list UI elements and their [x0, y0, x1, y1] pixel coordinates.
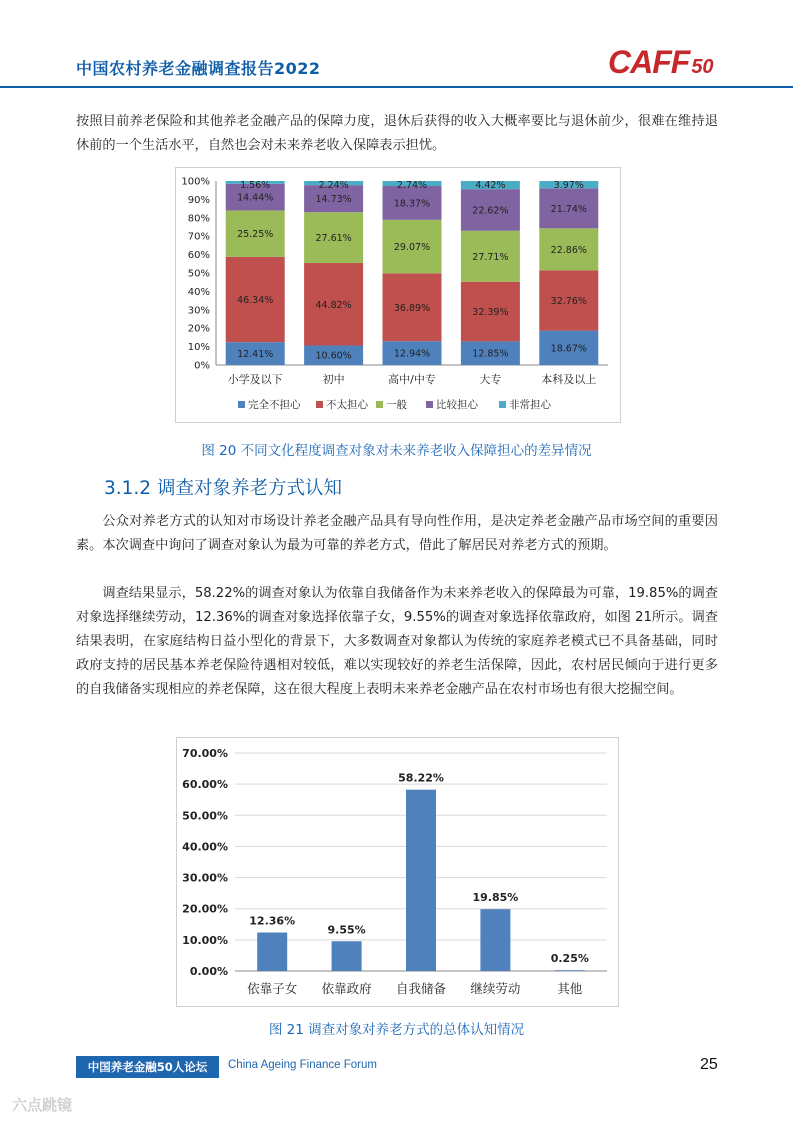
x-category-label: 本科及以上: [541, 373, 597, 386]
x-category-label: 高中/中专: [388, 373, 436, 386]
logo-number: 50: [691, 56, 714, 78]
legend-swatch: [238, 401, 245, 408]
y-tick-label: 60%: [187, 250, 210, 262]
legend-label: 完全不担心: [248, 399, 301, 411]
legend-label: 不太担心: [326, 399, 368, 411]
x-category-label: 初中: [322, 373, 345, 386]
bar: [480, 909, 510, 971]
data-label: 46.34%: [237, 295, 274, 307]
legend-label: 一般: [386, 399, 407, 411]
legend-swatch: [376, 401, 383, 408]
caff-logo: [608, 44, 714, 81]
logo-text: CAFF: [608, 44, 690, 80]
y-tick-label: 0.00%: [189, 965, 228, 978]
figure20-caption: 图 20 不同文化程度调查对象对未来养老收入保障担心的差异情况: [201, 443, 592, 459]
y-tick-label: 70%: [187, 231, 210, 243]
data-label: 25.25%: [237, 229, 274, 241]
x-category-label: 自我储备: [395, 981, 447, 996]
y-tick-label: 10%: [187, 342, 210, 354]
footer-forum-badge: 中国养老金融50人论坛: [76, 1056, 219, 1078]
y-tick-label: 30.00%: [182, 871, 228, 885]
x-category-label: 依靠子女: [247, 981, 298, 996]
legend-swatch: [426, 401, 433, 408]
data-label: 19.85%: [472, 891, 519, 905]
figure21-chart: [177, 738, 618, 1006]
data-label: 27.71%: [472, 251, 509, 263]
y-tick-label: 10.00%: [182, 933, 228, 947]
legend-label: 比较担心: [436, 399, 478, 411]
intro-paragraph: 按照目前养老保险和其他养老金融产品的保障力度，退休后获得的收入大概率要比与退休前少，很难在维持退休前的一个生活水平，自然也会对未来养老收入保障表示担忧。: [76, 114, 718, 153]
data-label: 9.55%: [327, 923, 366, 937]
data-label: 29.07%: [393, 242, 431, 254]
data-label: 4.42%: [475, 180, 506, 192]
data-label: 58.22%: [398, 771, 444, 785]
figure21-frame: [176, 737, 619, 1007]
figure21-caption: 图 21 调查对象对养老方式的总体认知情况: [268, 1022, 525, 1038]
data-label: 44.82%: [315, 299, 352, 311]
data-label: 36.89%: [393, 302, 431, 314]
data-label: 22.86%: [550, 244, 587, 256]
y-tick-label: 50%: [187, 268, 210, 280]
data-label: 12.41%: [237, 349, 274, 361]
data-label: 12.85%: [472, 348, 509, 360]
x-category-label: 大专: [479, 373, 502, 386]
data-label: 10.60%: [315, 350, 352, 362]
footer-forum-en: China Ageing Finance Forum: [228, 1059, 377, 1071]
x-category-label: 其他: [557, 981, 583, 996]
data-label: 0.25%: [550, 952, 589, 966]
y-tick-label: 90%: [187, 194, 210, 206]
header-divider: [0, 86, 793, 88]
y-tick-label: 0%: [194, 360, 210, 372]
data-label: 18.67%: [550, 343, 587, 355]
y-tick-label: 100%: [181, 176, 210, 188]
y-tick-label: 70.00%: [182, 747, 228, 760]
y-tick-label: 30%: [187, 305, 210, 317]
y-tick-label: 40.00%: [182, 840, 228, 854]
data-label: 1.56%: [240, 180, 271, 191]
y-tick-label: 50.00%: [182, 809, 228, 823]
page-number: 25: [700, 1056, 718, 1073]
data-label: 12.36%: [249, 914, 296, 928]
bar: [257, 933, 287, 971]
y-tick-label: 20%: [187, 323, 210, 335]
data-label: 18.37%: [393, 198, 431, 210]
data-label: 2.24%: [318, 180, 349, 191]
x-category-label: 依靠政府: [321, 981, 372, 996]
data-label: 12.94%: [393, 348, 431, 360]
section-paragraph-2: 调查结果显示，58.22%的调查对象认为依靠自我储备作为未来养老收入的保障最为可靠，19.85%的调查对象选择继续劳动，12.36%的调查对象选择依靠子女，9.55%的调查对象选择依靠政府，如图 21所示。调查结果表明，在家庭结构日益小型化的背景下，大多数调查对象都认为传统的家庭养老模式已不具备基础，同时政府支持的居民基本养老保险待遇相对较低，难以实现较好的养老生活保障，因此，农村居民倾向于进行更多的自我储备实现相应的养老保障，这在很大程度上表明未来养老金融产品在农村市场也有很大挖掘空间。: [76, 586, 718, 697]
data-label: 14.44%: [237, 192, 274, 204]
x-category-label: 小学及以下: [227, 373, 283, 386]
figure20-chart: [176, 168, 620, 422]
data-label: 3.97%: [553, 180, 584, 191]
x-category-label: 继续劳动: [470, 981, 521, 996]
y-tick-label: 20.00%: [182, 902, 228, 916]
data-label: 27.61%: [315, 233, 352, 245]
y-tick-label: 80%: [187, 213, 210, 225]
figure20-frame: [175, 167, 621, 423]
data-label: 2.74%: [396, 179, 428, 191]
section-heading: 3.1.2 调查对象养老方式认知: [104, 478, 342, 499]
bar: [332, 941, 362, 971]
data-label: 22.62%: [472, 205, 509, 217]
section-paragraph-1: 公众对养老方式的认知对市场设计养老金融产品具有导向性作用，是决定养老金融产品市场空间的重要因素。本次调查中询问了调查对象认为最为可靠的养老方式，借此了解居民对养老方式的预期。: [76, 514, 718, 553]
bar: [555, 970, 585, 971]
legend-label: 非常担心: [509, 399, 551, 411]
legend-swatch: [316, 401, 323, 408]
data-label: 14.73%: [315, 194, 352, 206]
y-tick-label: 40%: [187, 286, 210, 298]
data-label: 21.74%: [550, 203, 587, 215]
legend-swatch: [499, 401, 506, 408]
data-label: 32.76%: [550, 296, 587, 308]
bar: [406, 790, 436, 971]
watermark: 六点跳镜: [12, 1096, 73, 1114]
y-tick-label: 60.00%: [182, 778, 228, 792]
data-label: 32.39%: [472, 307, 509, 319]
report-title: 中国农村养老金融调查报告2022: [76, 59, 321, 78]
